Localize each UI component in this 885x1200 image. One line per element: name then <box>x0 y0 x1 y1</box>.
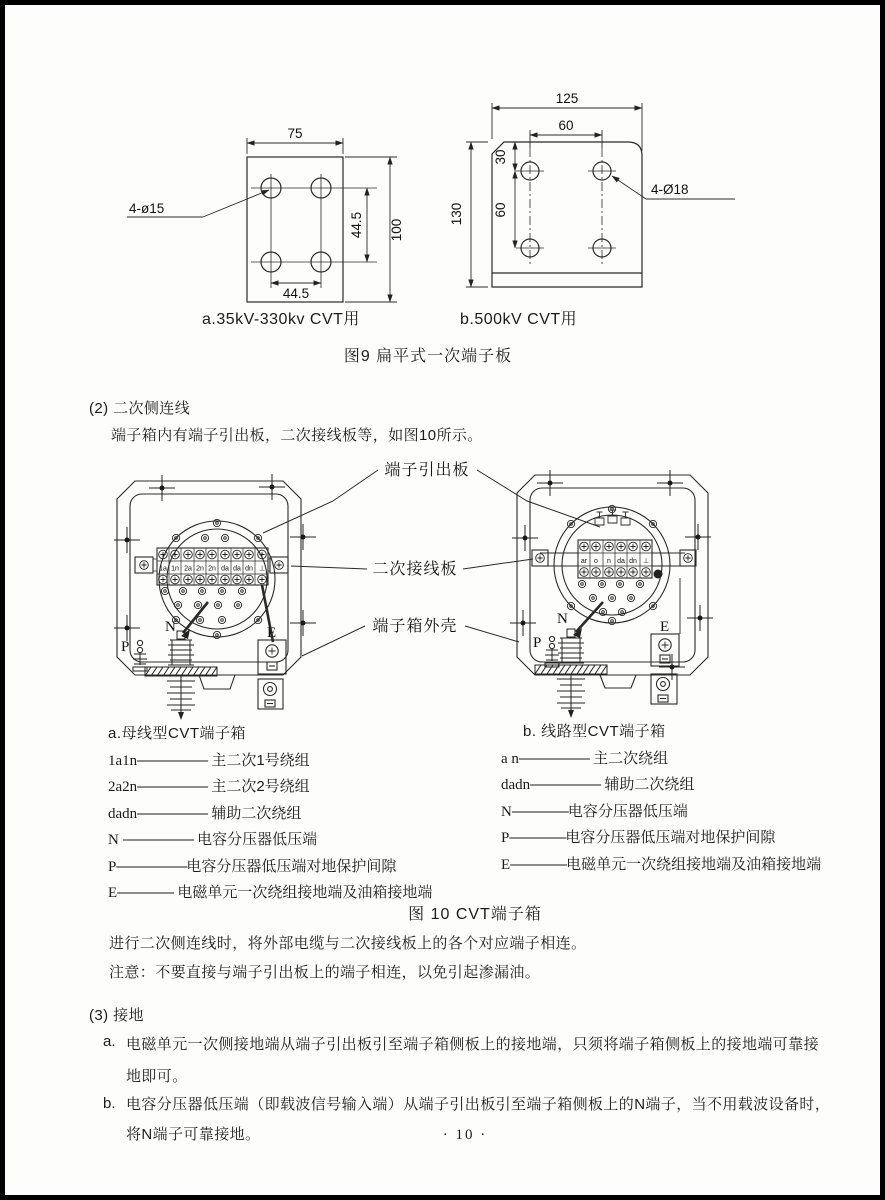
box-b-n-insulator <box>535 629 607 718</box>
box-b-p-label: P <box>533 635 542 651</box>
svg-text:2n: 2n <box>196 565 204 573</box>
plate-b-dimensions <box>466 103 735 287</box>
box-b-e-terminal <box>651 634 679 704</box>
callout-lead-board: 端子引出板 <box>384 462 470 479</box>
legend-row: E————电磁单元一次绕组接地端及油箱接地端 <box>501 855 822 873</box>
page-number: · 10 · <box>442 1127 488 1143</box>
figure10-technical-drawing <box>95 450 785 725</box>
dim-a-width: 75 <box>287 126 303 141</box>
section3-item-a-label: a. <box>103 1033 116 1050</box>
svg-text:⊥: ⊥ <box>258 565 266 573</box>
svg-text:dn: dn <box>629 558 637 565</box>
box-a-cover <box>167 529 267 629</box>
section3-item-b-line2: 将N端子可靠接地。 <box>126 1126 261 1143</box>
box-b-flange <box>554 507 670 623</box>
legend-row: N ————— 电容分压器低压端 <box>108 831 318 848</box>
note-warning: 注意：不要直接与端子引出板上的端子相连，以免引起渗漏油。 <box>109 964 541 981</box>
box-b-e-label: E <box>660 619 670 635</box>
figure9b-caption: b.500kV CVT用 <box>460 311 578 328</box>
dim-a-pitch-v: 44.5 <box>349 211 364 239</box>
callout-secondary-board: 二次接线板 <box>372 561 458 578</box>
dim-a-holes: 4-ø15 <box>129 201 165 216</box>
legend-row: 1a1n————— 主二次1号绕组 <box>108 751 310 769</box>
terminal-box-a <box>114 474 316 720</box>
legend-row: P————电容分压器低压端对地保护间隙 <box>501 829 776 846</box>
box-a-terminal-labels <box>159 566 265 573</box>
note-wiring: 进行二次侧连线时，将外部电缆与二次接线板上的各个对应端子相连。 <box>109 935 587 952</box>
svg-text:2n: 2n <box>208 565 216 573</box>
dim-b-height: 130 <box>449 202 464 226</box>
figure9-caption: 图9 扁平式一次端子板 <box>343 348 513 365</box>
figure9-technical-drawing <box>85 90 875 340</box>
dim-a-height: 100 <box>389 218 404 242</box>
box-b-n-label: N <box>557 611 568 627</box>
figure9a-caption: a.35kV-330kv CVT用 <box>202 311 360 328</box>
terminal-box-b <box>510 470 713 718</box>
svg-text:1n: 1n <box>171 565 179 573</box>
box-a-p-label: P <box>121 639 130 655</box>
svg-text:da: da <box>221 565 229 573</box>
dim-b-width: 125 <box>555 91 579 106</box>
box-b-terminal-strip <box>532 540 696 579</box>
box-b-top-terminals <box>595 510 630 525</box>
dim-b-holes: 4-Ø18 <box>651 182 689 197</box>
plate-b-centerlines <box>516 148 616 266</box>
legend-row: dadn————— 辅助二次绕组 <box>501 776 695 793</box>
legend-a-title: a.母线型CVT端子箱 <box>108 725 247 742</box>
plate-a-holes <box>261 178 331 272</box>
box-a-outer-shell <box>117 481 301 675</box>
callout-shell: 端子箱外壳 <box>372 618 458 635</box>
svg-text:⊥: ⊥ <box>642 558 650 565</box>
legend-row: 2a2n————— 主二次2号绕组 <box>108 778 310 795</box>
plate-b-outline <box>492 142 642 287</box>
svg-text:o: o <box>594 558 598 565</box>
legend-row: N————电容分压器低压端 <box>501 802 688 820</box>
box-a-p-insulator <box>133 640 147 671</box>
section3-heading: (3) 接地 <box>89 1007 144 1024</box>
svg-text:da: da <box>617 558 625 565</box>
legend-box-a <box>108 721 432 907</box>
section3-item-b-label: b. <box>103 1095 116 1112</box>
figure10-caption: 图 10 CVT端子箱 <box>408 906 542 923</box>
svg-text:ar: ar <box>580 558 588 565</box>
svg-text:1a: 1a <box>159 565 167 573</box>
section2-body: 端子箱内有端子引出板，二次接线板等，如图10所示。 <box>111 427 483 444</box>
legend-row: P—————电容分压器低压端对地保护间隙 <box>108 857 397 875</box>
svg-text:n: n <box>607 558 611 565</box>
legend-row: a n————— 主二次绕组 <box>501 749 669 767</box>
svg-text:2a: 2a <box>184 565 192 573</box>
section3-item-a-line1: 电磁单元一次侧接地端从端子引出板引至端子箱侧板上的接地端，只须将端子箱侧板上的接地端可靠接 <box>126 1036 820 1053</box>
legend-b-title: b. 线路型CVT端子箱 <box>523 723 666 740</box>
box-a-e-terminal <box>258 640 286 709</box>
section3-item-b-line1: 电容分压器低压端（即载波信号输入端）从端子引出板引至端子箱侧板上的N端子，当不用载波设备时， <box>126 1096 831 1113</box>
box-b-cover <box>562 515 662 615</box>
dim-a-pitch-h: 44.5 <box>282 286 310 301</box>
dim-b-pitch-v: 60 <box>493 202 508 218</box>
svg-text:dn: dn <box>245 565 253 573</box>
legend-box-b <box>501 719 821 878</box>
legend-row: dadn————— 辅助二次绕组 <box>108 804 302 822</box>
box-b-n-link-wire <box>576 602 603 632</box>
dim-b-top: 30 <box>493 149 508 165</box>
plate-b-holes <box>521 162 611 257</box>
plate-a-outline <box>247 157 343 302</box>
svg-text:da: da <box>233 565 241 573</box>
legend-row: E———— 电磁单元一次绕组接地端及油箱接地端 <box>108 884 433 901</box>
dim-b-pitch-h: 60 <box>558 118 574 133</box>
box-a-n-insulator <box>145 631 217 720</box>
box-a-foot <box>199 675 235 689</box>
section2-heading: (2) 二次侧连线 <box>89 400 191 417</box>
box-b-foot <box>600 675 636 688</box>
section3-item-a-line2: 地即可。 <box>126 1068 188 1085</box>
box-a-e-label: E <box>267 625 277 641</box>
box-a-n-link-wire <box>183 602 208 633</box>
drawing-b-500kv <box>466 103 735 287</box>
box-a-n-label: N <box>165 619 176 635</box>
